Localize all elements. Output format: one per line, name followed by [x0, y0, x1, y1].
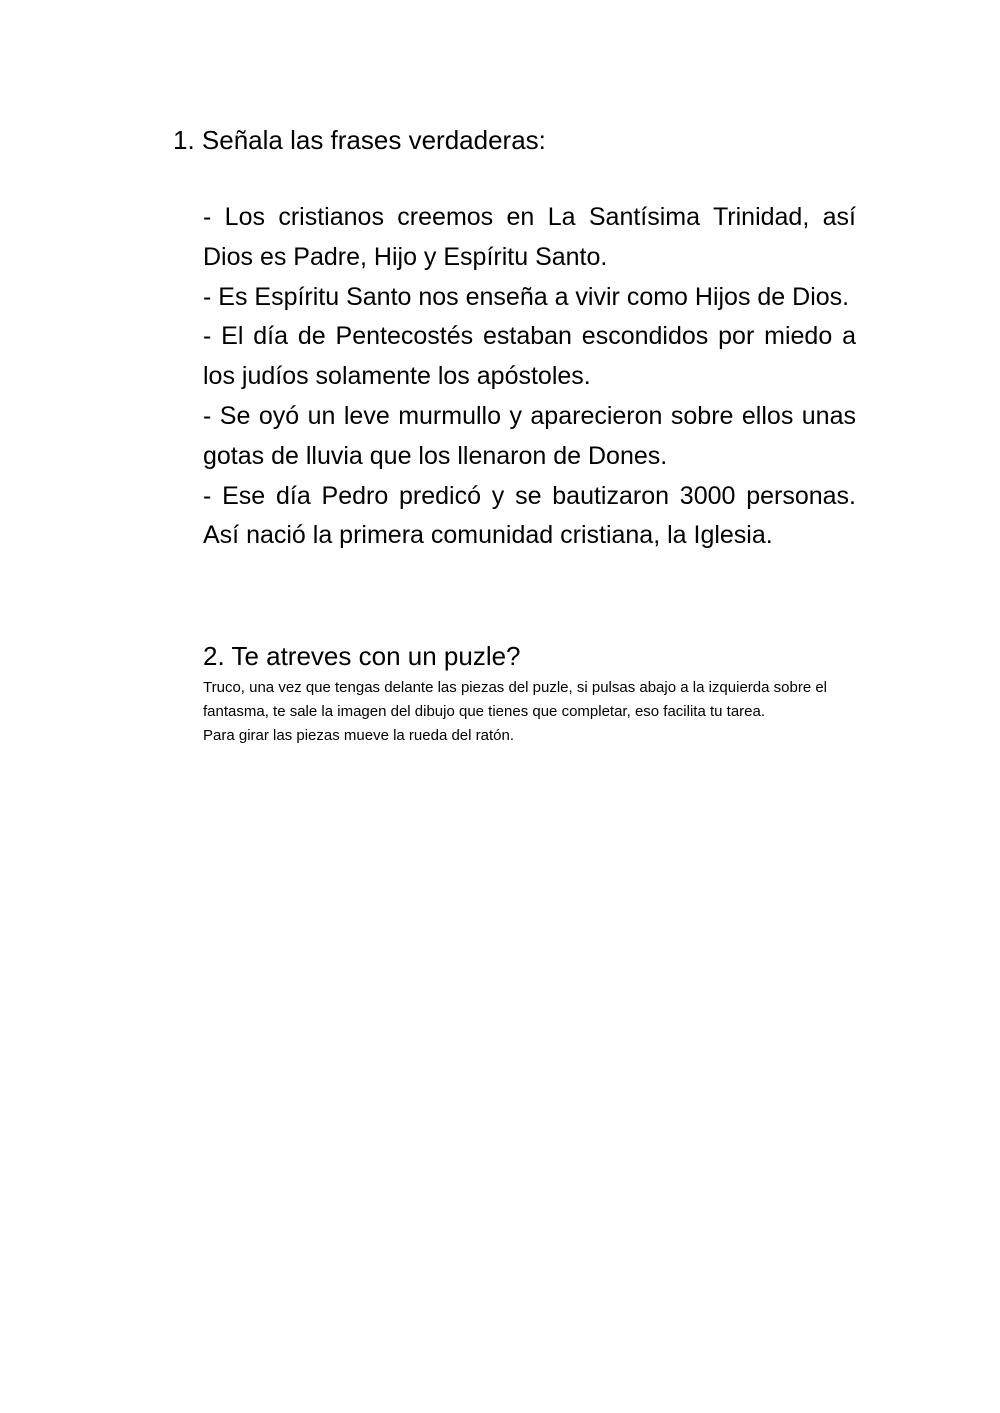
- statement-4[interactable]: - Se oyó un leve murmullo y aparecieron sobre ellos unas gotas de lluvia que los llenaron de Dones.: [203, 401, 856, 470]
- statement-list: [203, 198, 856, 556]
- puzzle-tip-1: Truco, una vez que tengas delante las piezas del puzle, si pulsas abajo a la izquierda sobre el fantasma, te sale la imagen del dibujo que tienes que completar, eso facilita tu tarea.: [203, 679, 828, 720]
- puzzle-tips: [203, 676, 853, 748]
- question-1-title: 1. Señala las frases verdaderas:: [173, 125, 546, 155]
- statement-1[interactable]: - Los cristianos creemos en La Santísima Trinidad, así Dios es Padre, Hijo y Espíritu Santo.: [203, 203, 856, 271]
- puzzle-tip-2: Para girar las piezas mueve la rueda del ratón.: [203, 727, 515, 744]
- statement-3[interactable]: - El día de Pentecostés estaban escondidos por miedo a los judíos solamente los apóstoles.: [203, 322, 856, 391]
- statement-5[interactable]: - Ese día Pedro predicó y se bautizaron 3000 personas. Así nació la primera comunidad cristiana, la Iglesia.: [203, 481, 856, 550]
- statement-2[interactable]: - Es Espíritu Santo nos enseña a vivir como Hijos de Dios.: [203, 282, 850, 311]
- question-2-title: 2. Te atreves con un puzle?: [203, 641, 521, 671]
